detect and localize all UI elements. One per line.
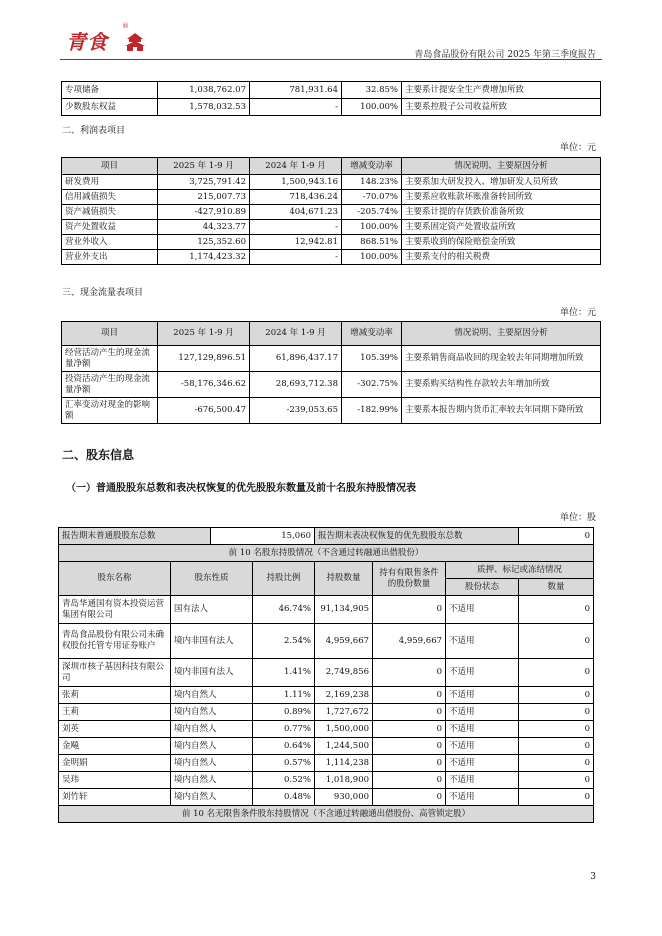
item-cell: 信用减值损失	[62, 190, 158, 205]
reason-cell: 主要系固定资产处置收益所致	[402, 220, 601, 235]
change-rate-cell: -70.07%	[342, 190, 402, 205]
balance-sheet-table	[61, 81, 601, 116]
holder-restricted-cell: 4,959,667	[373, 624, 446, 659]
pref-holders-label: 报告期末表决权恢复的优先股股东总数	[315, 528, 519, 545]
change-rate-cell: 148.23%	[342, 175, 402, 190]
share-status-cell: 不适用	[446, 721, 519, 738]
holder-ratio-cell: 46.74%	[253, 596, 315, 624]
holder-restricted-cell: 0	[373, 596, 446, 624]
shareholder-heading: 二、股东信息	[62, 448, 135, 462]
header-divider	[60, 59, 602, 60]
table-row	[62, 220, 601, 235]
reason-cell: 主要系计提的存货跌价准备所致	[402, 205, 601, 220]
current-value-cell: 215,007.73	[158, 190, 250, 205]
holder-name-cell: 金明娟	[59, 755, 171, 772]
prior-value-cell: -	[250, 99, 342, 116]
holder-nature-cell: 境内自然人	[171, 687, 253, 704]
prior-value-cell: 1,500,943.16	[250, 175, 342, 190]
holder-restricted-cell: 0	[373, 755, 446, 772]
column-header: 情况说明、主要原因分析	[402, 158, 601, 175]
share-status-cell: 不适用	[446, 624, 519, 659]
header-row	[62, 158, 601, 175]
table-row	[59, 596, 594, 624]
item-cell: 研发费用	[62, 175, 158, 190]
holder-qty-cell: 91,134,905	[315, 596, 373, 624]
holder-name-cell: 吴玮	[59, 772, 171, 789]
col-holder-nature: 股东性质	[171, 562, 253, 596]
income-section-label: 二、利润表项目	[62, 126, 126, 136]
holder-ratio-cell: 1.11%	[253, 687, 315, 704]
column-header: 情况说明、主要原因分析	[402, 322, 601, 346]
holder-restricted-cell: 0	[373, 659, 446, 687]
prior-value-cell: 404,671.23	[250, 205, 342, 220]
column-header: 增减变动率	[342, 158, 402, 175]
prior-value-cell: 12,942.81	[250, 235, 342, 250]
reason-cell: 主要系销售商品收回的现金较去年同期增加所致	[402, 346, 601, 372]
table-row	[62, 190, 601, 205]
holder-name-cell: 青岛华通国有资本投资运营集团有限公司	[59, 596, 171, 624]
total-holders-label: 报告期末普通股股东总数	[59, 528, 211, 545]
reason-cell: 主要系购买结构性存款较去年增加所致	[402, 372, 601, 398]
holder-name-cell: 刘竹轩	[59, 789, 171, 806]
holder-name-cell: 金飚	[59, 738, 171, 755]
item-cell: 汇率变动对现金的影响额	[62, 398, 158, 424]
column-header: 2024 年 1-9 月	[250, 158, 342, 175]
share-status-cell: 不适用	[446, 789, 519, 806]
total-holders-value: 15,060	[211, 528, 315, 545]
holder-qty-cell: 2,169,238	[315, 687, 373, 704]
holder-ratio-cell: 0.89%	[253, 704, 315, 721]
holder-name-cell: 王莉	[59, 704, 171, 721]
col-holder-restricted: 持有有限售条件的股份数量	[373, 562, 446, 596]
table-row	[62, 346, 601, 372]
change-rate-cell: -205.74%	[342, 205, 402, 220]
shareholder-subheading: （一）普通股股东总数和表决权恢复的优先股股东数量及前十名股东持股情况表	[66, 483, 416, 494]
holder-nature-cell: 境内自然人	[171, 721, 253, 738]
share-status-cell: 不适用	[446, 755, 519, 772]
change-rate-cell: 100.00%	[342, 250, 402, 265]
holder-qty-cell: 1,244,500	[315, 738, 373, 755]
prior-value-cell: -	[250, 250, 342, 265]
table-row	[59, 721, 594, 738]
holder-name-cell: 张莉	[59, 687, 171, 704]
holder-ratio-cell: 2.54%	[253, 624, 315, 659]
column-header: 项目	[62, 158, 158, 175]
holder-nature-cell: 境内非国有法人	[171, 624, 253, 659]
holder-ratio-cell: 0.48%	[253, 789, 315, 806]
holder-ratio-cell: 1.41%	[253, 659, 315, 687]
holder-restricted-cell: 0	[373, 721, 446, 738]
holder-ratio-cell: 0.57%	[253, 755, 315, 772]
reason-cell: 主要系应收账款坏账准备转回所致	[402, 190, 601, 205]
pledge-count-cell: 0	[519, 721, 594, 738]
holder-restricted-cell: 0	[373, 687, 446, 704]
holder-restricted-cell: 0	[373, 704, 446, 721]
column-header: 增减变动率	[342, 322, 402, 346]
current-value-cell: -676,500.47	[158, 398, 250, 424]
page-number: 3	[590, 872, 596, 882]
table-row	[59, 687, 594, 704]
logo-text: 青食	[66, 30, 108, 54]
table-row	[62, 235, 601, 250]
top10-title: 前 10 名股东持股情况（不含通过转融通出借股份）	[59, 545, 594, 562]
change-rate-cell: 100.00%	[342, 99, 402, 116]
current-value-cell: -58,176,346.62	[158, 372, 250, 398]
change-rate-cell: 105.39%	[342, 346, 402, 372]
current-value-cell: 127,129,896.51	[158, 346, 250, 372]
pledge-count-cell: 0	[519, 738, 594, 755]
pledge-count-cell: 0	[519, 772, 594, 789]
company-logo	[66, 22, 148, 56]
pagoda-icon	[124, 32, 146, 52]
table-row	[62, 82, 601, 99]
change-rate-cell: 100.00%	[342, 220, 402, 235]
table-row	[59, 624, 594, 659]
holder-restricted-cell: 0	[373, 772, 446, 789]
reason-cell: 主要系支付的相关税费	[402, 250, 601, 265]
prior-value-cell: 718,436.24	[250, 190, 342, 205]
prior-value-cell: -	[250, 220, 342, 235]
column-header: 项目	[62, 322, 158, 346]
table-row	[59, 789, 594, 806]
pledge-count-cell: 0	[519, 789, 594, 806]
holder-qty-cell: 1,114,238	[315, 755, 373, 772]
prior-value-cell: 781,931.64	[250, 82, 342, 99]
col-holder-ratio: 持股比例	[253, 562, 315, 596]
shareholder-table	[58, 527, 594, 823]
current-value-cell: -427,910.89	[158, 205, 250, 220]
header-row	[62, 322, 601, 346]
prior-value-cell: 28,693,712.38	[250, 372, 342, 398]
registered-mark: ®	[122, 22, 129, 30]
income-table	[61, 157, 601, 265]
item-cell: 少数股东权益	[62, 99, 158, 116]
table-row	[62, 205, 601, 220]
table-row	[62, 372, 601, 398]
pref-holders-value: 0	[519, 528, 594, 545]
current-value-cell: 125,352.60	[158, 235, 250, 250]
share-status-cell: 不适用	[446, 772, 519, 789]
table-row	[59, 738, 594, 755]
item-cell: 投资活动产生的现金流量净额	[62, 372, 158, 398]
reason-cell: 主要系计提安全生产费增加所致	[402, 82, 601, 99]
unrestricted-title-row	[59, 806, 594, 823]
change-rate-cell: 868.51%	[342, 235, 402, 250]
col-share-status: 股份状态	[446, 579, 519, 596]
holder-qty-cell: 930,000	[315, 789, 373, 806]
column-header: 2025 年 1-9 月	[158, 158, 250, 175]
holder-nature-cell: 境内自然人	[171, 772, 253, 789]
pledge-count-cell: 0	[519, 687, 594, 704]
table-row	[59, 755, 594, 772]
current-value-cell: 3,725,791.42	[158, 175, 250, 190]
share-status-cell: 不适用	[446, 659, 519, 687]
holder-restricted-cell: 0	[373, 789, 446, 806]
table-row	[59, 704, 594, 721]
pledge-count-cell: 0	[519, 596, 594, 624]
holder-nature-cell: 境内自然人	[171, 789, 253, 806]
current-value-cell: 44,323.77	[158, 220, 250, 235]
table-row	[62, 398, 601, 424]
table-row	[59, 772, 594, 789]
prior-value-cell: -239,053.65	[250, 398, 342, 424]
share-status-cell: 不适用	[446, 704, 519, 721]
column-header: 2024 年 1-9 月	[250, 322, 342, 346]
item-cell: 营业外收入	[62, 235, 158, 250]
shareholder-unit: 单位：股	[559, 513, 596, 523]
col-holder-name: 股东名称	[59, 562, 171, 596]
report-title: 青岛食品股份有限公司 2025 年第三季度报告	[414, 50, 596, 60]
cashflow-section-label: 三、现金流量表项目	[62, 288, 144, 298]
holder-restricted-cell: 0	[373, 738, 446, 755]
holder-ratio-cell: 0.52%	[253, 772, 315, 789]
reason-cell: 主要系控股子公司收益所致	[402, 99, 601, 116]
top10-unrestricted-title: 前 10 名无限售条件股东持股情况（不含通过转融通出借股份、高管锁定股）	[59, 806, 594, 823]
item-cell: 资产减值损失	[62, 205, 158, 220]
share-status-cell: 不适用	[446, 596, 519, 624]
table-row	[59, 659, 594, 687]
reason-cell: 主要系加大研发投入、增加研发人员所致	[402, 175, 601, 190]
item-cell: 专项储备	[62, 82, 158, 99]
holder-name-cell: 深圳市核子基因科技有限公司	[59, 659, 171, 687]
share-status-cell: 不适用	[446, 687, 519, 704]
table-row	[62, 175, 601, 190]
col-holder-qty: 持股数量	[315, 562, 373, 596]
holder-ratio-cell: 0.64%	[253, 738, 315, 755]
pledge-count-cell: 0	[519, 659, 594, 687]
table-row	[62, 250, 601, 265]
holder-qty-cell: 1,727,672	[315, 704, 373, 721]
holder-qty-cell: 1,500,000	[315, 721, 373, 738]
holder-name-cell: 青岛食品股份有限公司未确权股份托管专用证券账户	[59, 624, 171, 659]
pledge-count-cell: 0	[519, 624, 594, 659]
holder-nature-cell: 境内自然人	[171, 755, 253, 772]
cashflow-unit: 单位：元	[559, 308, 596, 318]
item-cell: 经营活动产生的现金流量净额	[62, 346, 158, 372]
change-rate-cell: -182.99%	[342, 398, 402, 424]
share-status-cell: 不适用	[446, 738, 519, 755]
holder-nature-cell: 国有法人	[171, 596, 253, 624]
item-cell: 资产处置收益	[62, 220, 158, 235]
change-rate-cell: -302.75%	[342, 372, 402, 398]
holder-ratio-cell: 0.77%	[253, 721, 315, 738]
current-value-cell: 1,038,762.07	[158, 82, 250, 99]
holder-nature-cell: 境内自然人	[171, 738, 253, 755]
holder-nature-cell: 境内非国有法人	[171, 659, 253, 687]
col-pledge-group: 质押、标记或冻结情况	[446, 562, 594, 579]
income-unit: 单位：元	[559, 143, 596, 153]
holder-nature-cell: 境内自然人	[171, 704, 253, 721]
holder-name-cell: 刘英	[59, 721, 171, 738]
reason-cell: 主要系收到的保险赔偿金所致	[402, 235, 601, 250]
holder-qty-cell: 1,018,900	[315, 772, 373, 789]
prior-value-cell: 61,896,437.17	[250, 346, 342, 372]
current-value-cell: 1,174,423.32	[158, 250, 250, 265]
holder-qty-cell: 4,959,667	[315, 624, 373, 659]
column-header: 2025 年 1-9 月	[158, 322, 250, 346]
pledge-count-cell: 0	[519, 755, 594, 772]
cashflow-table	[61, 321, 601, 424]
change-rate-cell: 32.85%	[342, 82, 402, 99]
current-value-cell: 1,578,032.53	[158, 99, 250, 116]
table-row	[62, 99, 601, 116]
col-pledge-count: 数量	[519, 579, 594, 596]
item-cell: 营业外支出	[62, 250, 158, 265]
holder-qty-cell: 2,749,856	[315, 659, 373, 687]
reason-cell: 主要系本报告期内货币汇率较去年同期下降所致	[402, 398, 601, 424]
pledge-count-cell: 0	[519, 704, 594, 721]
